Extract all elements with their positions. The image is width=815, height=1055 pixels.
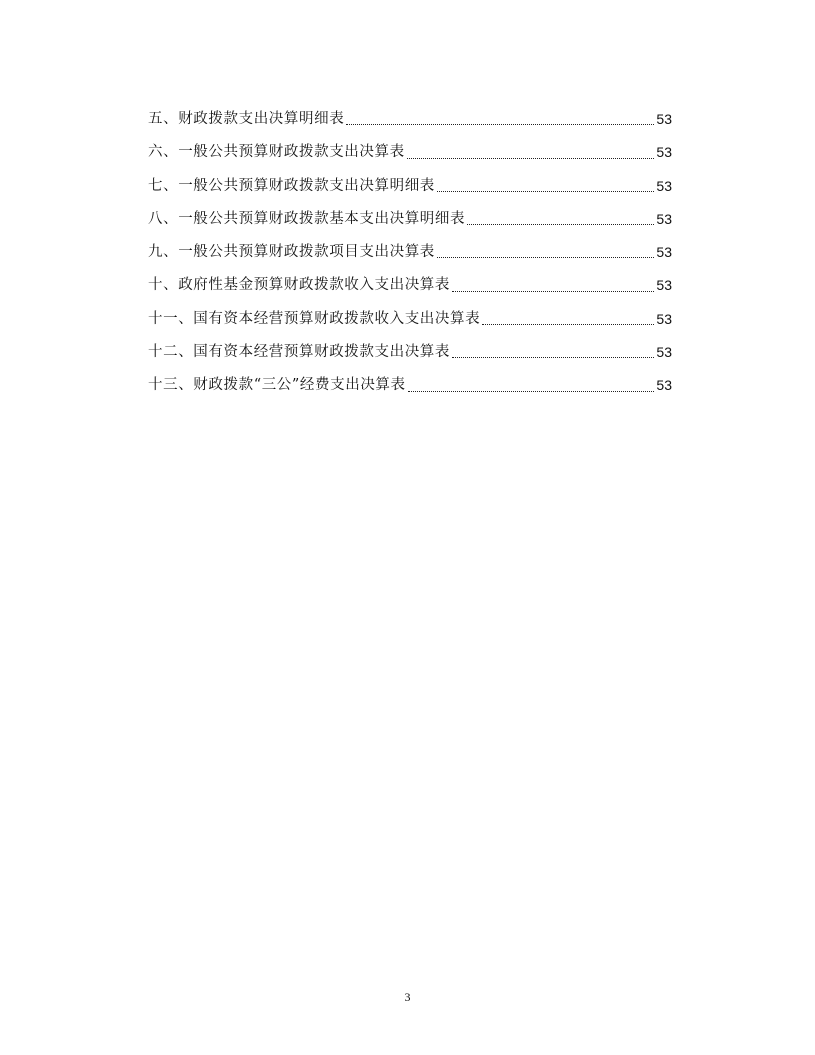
toc-dot-leader <box>467 224 654 225</box>
toc-entry-title: 六、一般公共预算财政拨款支出决算表 <box>148 144 405 161</box>
toc-dot-leader <box>407 158 655 159</box>
toc-entry-title: 九、一般公共预算财政拨款项目支出决算表 <box>148 244 435 261</box>
toc-entry <box>148 269 672 302</box>
toc-entry-title: 十一、国有资本经营预算财政拨款收入支出决算表 <box>148 310 481 327</box>
toc-entry-page: 53 <box>656 277 672 294</box>
toc-entry-page: 53 <box>656 310 672 327</box>
toc-entry <box>148 203 672 236</box>
toc-entry <box>148 369 672 402</box>
toc-entry-title: 八、一般公共预算财政拨款基本支出决算明细表 <box>148 210 466 227</box>
page-number: 3 <box>404 990 411 1004</box>
toc-entry <box>148 136 672 169</box>
toc-entry-title: 七、一般公共预算财政拨款支出决算明细表 <box>148 177 435 194</box>
table-of-contents <box>148 103 672 403</box>
toc-dot-leader <box>408 391 655 392</box>
toc-dot-leader <box>482 324 654 325</box>
toc-entry-page: 53 <box>656 377 672 394</box>
toc-entry <box>148 170 672 203</box>
toc-entry <box>148 303 672 336</box>
toc-dot-leader <box>437 191 655 192</box>
toc-dot-leader <box>452 357 654 358</box>
toc-dot-leader <box>346 124 654 125</box>
toc-entry-page: 53 <box>656 177 672 194</box>
toc-entry-page: 53 <box>656 144 672 161</box>
toc-dot-leader <box>437 257 655 258</box>
toc-dot-leader <box>452 291 654 292</box>
toc-entry-title: 五、财政拨款支出决算明细表 <box>148 111 345 127</box>
toc-entry-title: 十、政府性基金预算财政拨款收入支出决算表 <box>148 277 450 294</box>
toc-entry <box>148 236 672 269</box>
toc-entry <box>148 336 672 369</box>
toc-entry-title: 十二、国有资本经营预算财政拨款支出决算表 <box>148 344 450 361</box>
toc-entry-page: 53 <box>656 210 672 227</box>
toc-entry-page: 53 <box>656 244 672 261</box>
toc-entry-page: 53 <box>656 111 672 127</box>
toc-entry-page: 53 <box>656 344 672 361</box>
toc-entry-title: 十三、财政拨款“三公”经费支出决算表 <box>148 377 406 394</box>
toc-entry <box>148 103 672 136</box>
